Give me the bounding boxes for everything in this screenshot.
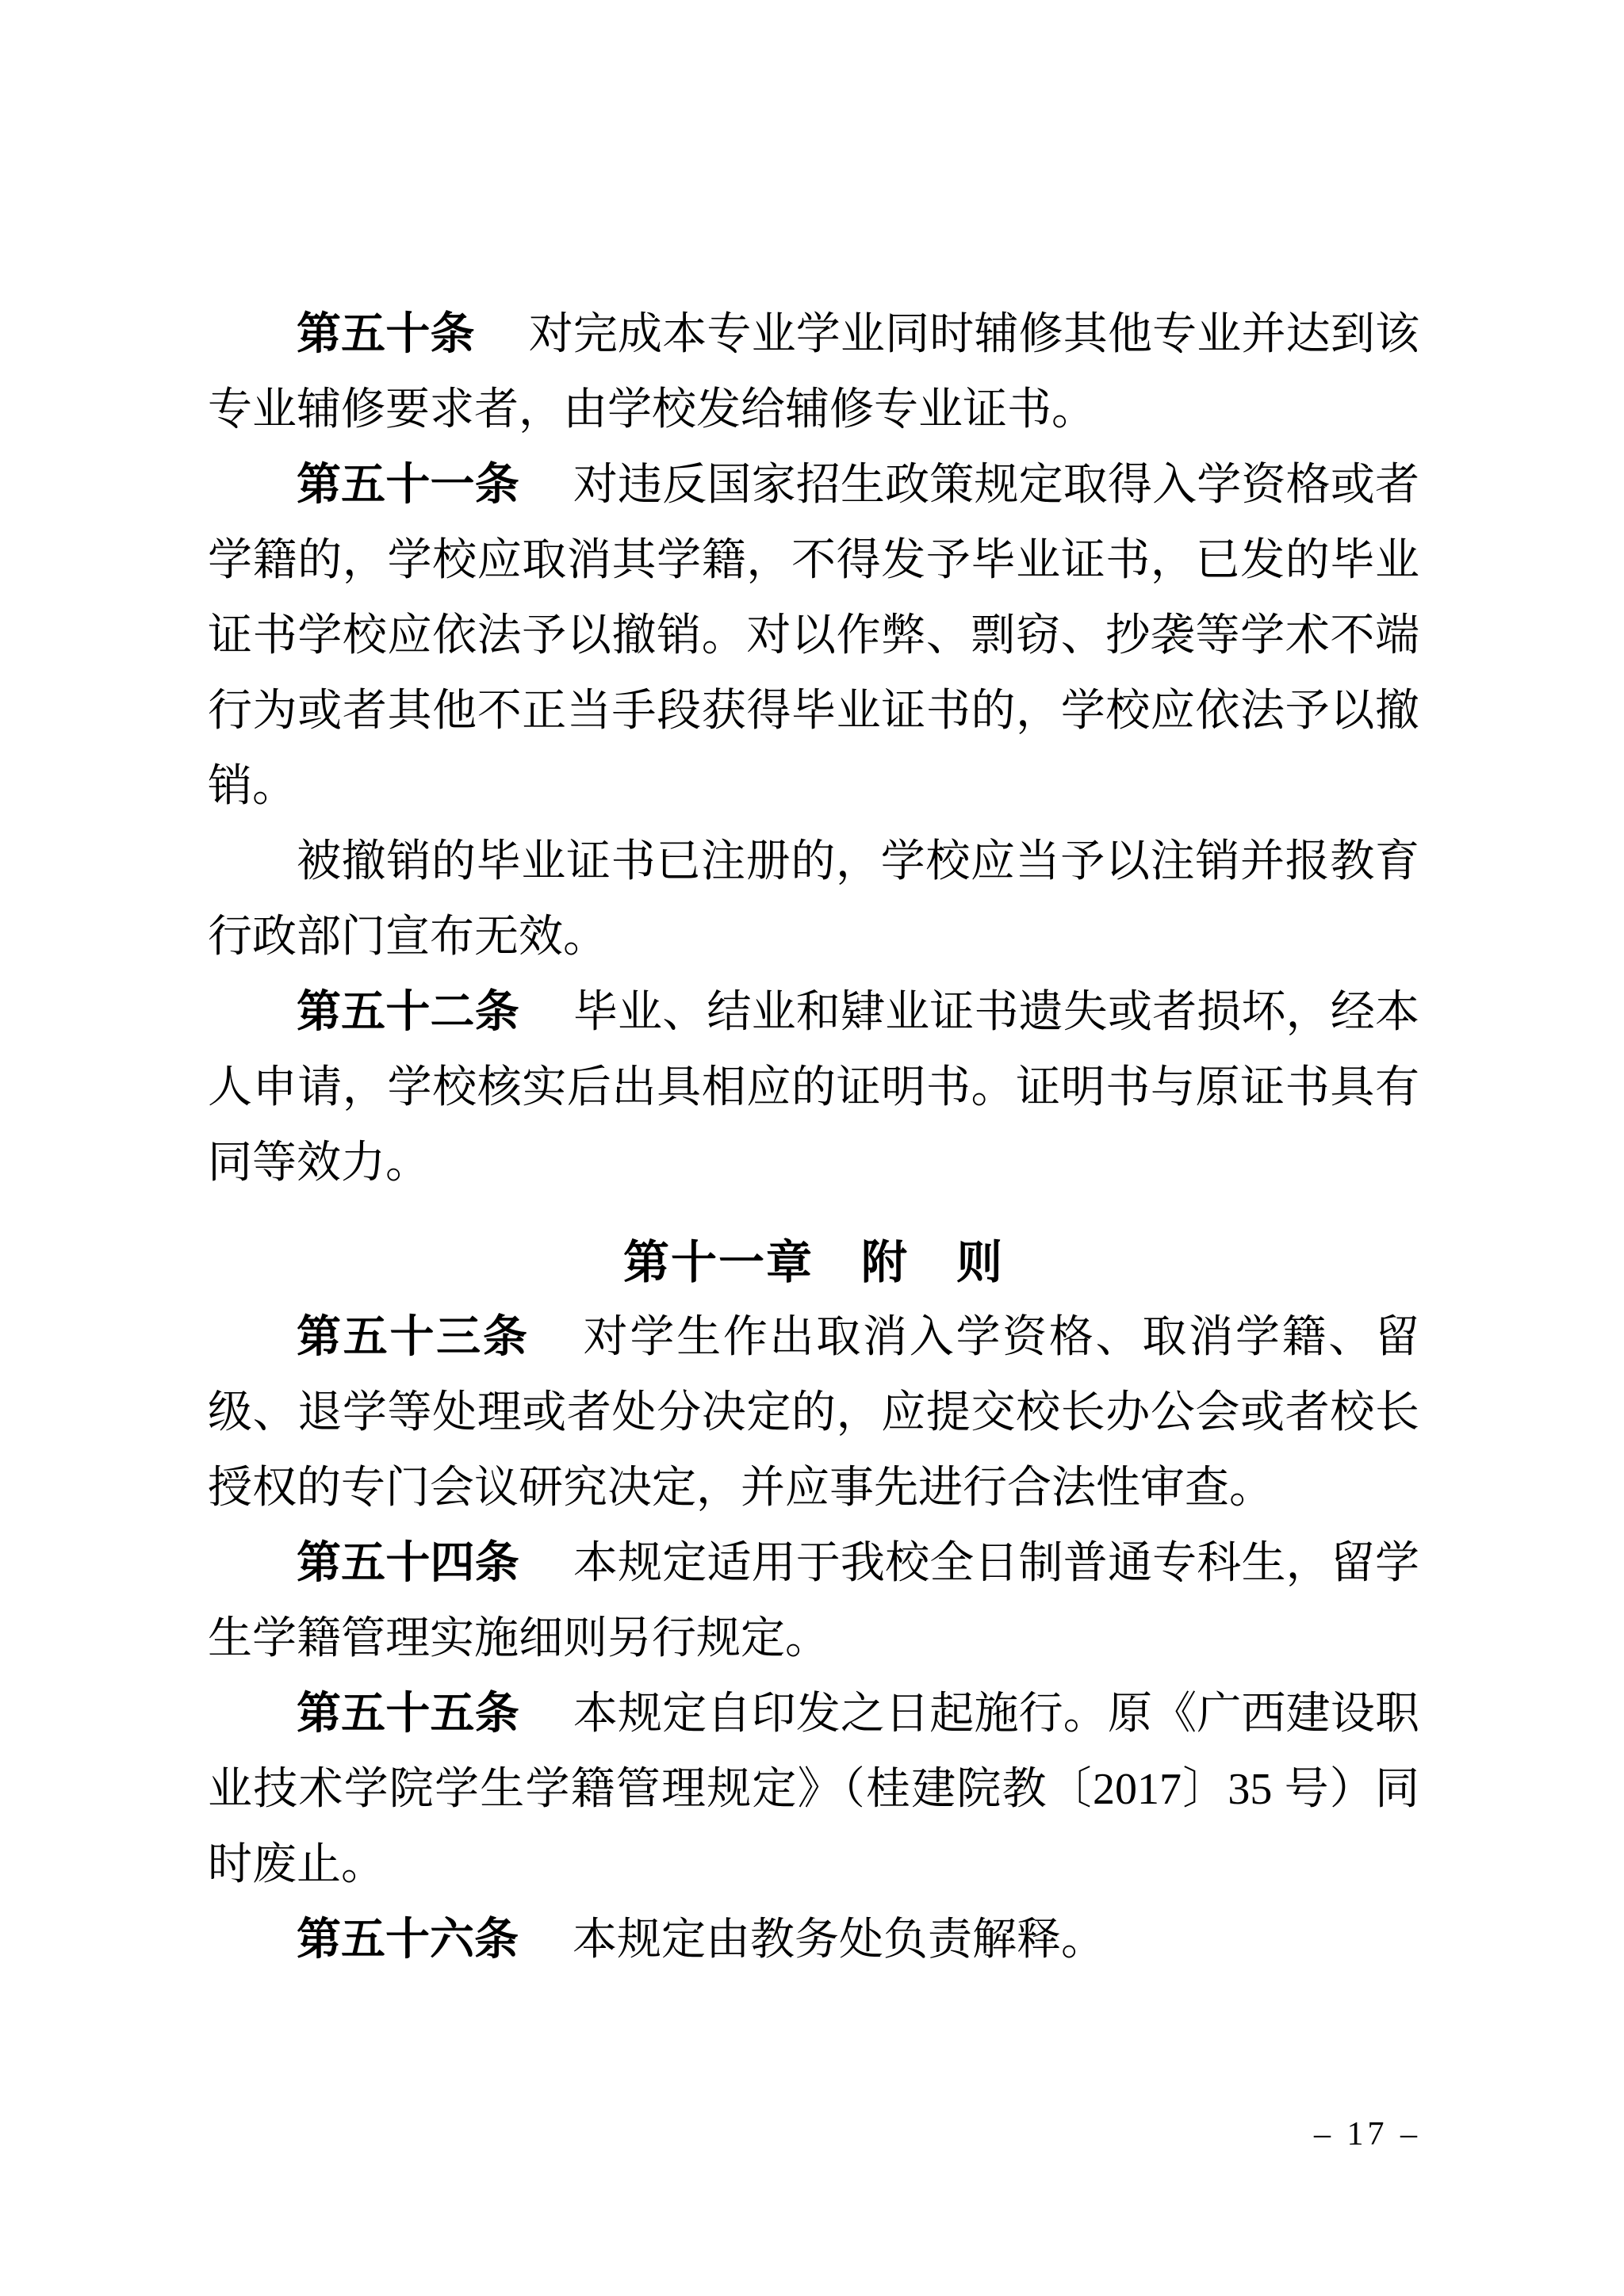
paragraph-text: 被撤销的毕业证书已注册的，学校应当予以注销并报教育行政部门宣布无效。 — [208, 837, 1419, 962]
article-number-53: 第五十三条 — [297, 1313, 530, 1362]
paragraph-text: 本规定自印发之日起施行。原《广西建设职业技术学院学生学籍管理规定》（桂建院教〔2017〕35 号）同时废止。 — [208, 1689, 1420, 1889]
article-number-52: 第五十二条 — [297, 988, 519, 1037]
document-body — [208, 297, 1419, 1978]
paragraph-text: 对违反国家招生政策规定取得入学资格或者学籍的，学校应取消其学籍，不得发予毕业证书，已发的毕业证书学校应依法予以撤销。对以作弊、剽窃、抄袭等学术不端行为或者其他不正当手段获得毕业证书的，学校应依法予以撤销。 — [208, 461, 1420, 811]
article-number-50: 第五十条 — [297, 310, 475, 359]
page-number: – 17 – — [1314, 2116, 1421, 2152]
paragraph-article-52 — [208, 975, 1419, 1201]
article-number-56: 第五十六条 — [297, 1915, 519, 1965]
chapter-heading: 第十一章 附 则 — [622, 1237, 1004, 1288]
paragraph-text: 毕业、结业和肄业证书遗失或者损坏，经本人申请，学校核实后出具相应的证明书。证明书与原证书具有同等效力。 — [208, 988, 1420, 1188]
paragraph-article-53 — [208, 1300, 1419, 1526]
paragraph-text: 对完成本专业学业同时辅修其他专业并达到该专业辅修要求者，由学校发给辅修专业证书。 — [208, 310, 1420, 434]
paragraph-article-50 — [208, 297, 1419, 448]
article-number-51: 第五十一条 — [297, 461, 519, 510]
article-number-55: 第五十五条 — [297, 1689, 519, 1739]
paragraph-article-51 — [208, 448, 1419, 825]
paragraph-article-56 — [208, 1903, 1419, 1978]
paragraph-text: 本规定由教务处负责解释。 — [573, 1915, 1105, 1965]
paragraph-article-55 — [208, 1677, 1419, 1903]
paragraph-article-54 — [208, 1526, 1419, 1677]
article-number-54: 第五十四条 — [297, 1539, 519, 1588]
paragraph-text: 本规定适用于我校全日制普通专科生，留学生学籍管理实施细则另行规定。 — [208, 1539, 1420, 1663]
paragraph-revoked-certificate — [208, 825, 1419, 975]
paragraph-text: 对学生作出取消入学资格、取消学籍、留级、退学等处理或者处分决定的，应提交校长办公会或者校长授权的专门会议研究决定，并应事先进行合法性审查。 — [208, 1313, 1420, 1513]
